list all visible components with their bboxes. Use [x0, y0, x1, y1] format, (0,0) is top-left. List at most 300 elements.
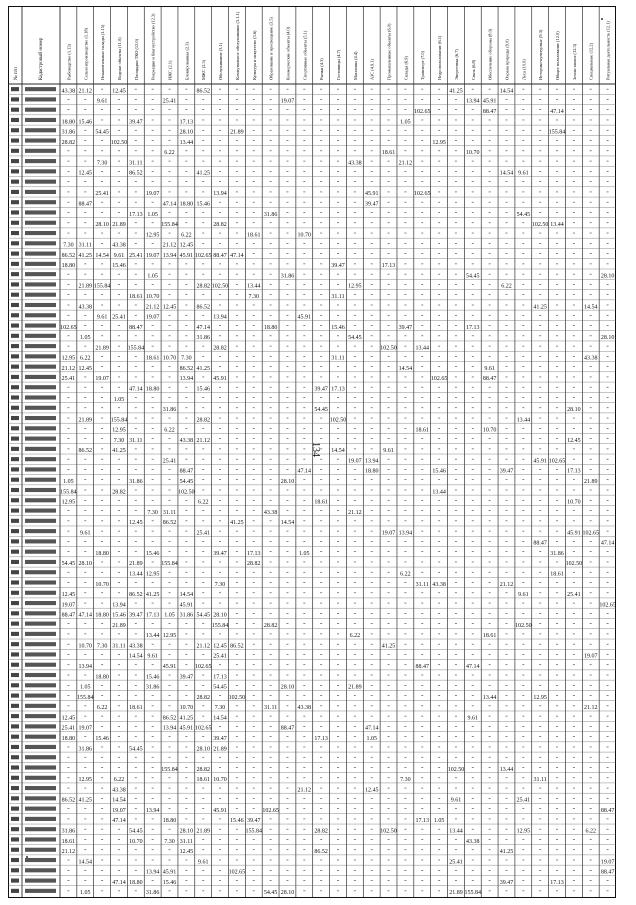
cadastral-mark — [25, 580, 56, 584]
cadastral-mark — [25, 570, 56, 574]
cell-value: 1.05 — [433, 818, 445, 825]
cell-value: 31.86 — [179, 612, 194, 619]
cadastral-mark — [25, 303, 56, 307]
cell-value: 21.89 — [213, 746, 227, 753]
cell-value: 17.13 — [567, 468, 581, 475]
cell-value: 15.46 — [162, 879, 177, 886]
row-number-mark — [11, 848, 19, 852]
cell-value: 102.65 — [548, 458, 566, 465]
cell-value: 14.54 — [95, 252, 109, 259]
cell-value: 19.07 — [145, 191, 160, 198]
cell-value: 28.82 — [61, 139, 76, 146]
cell-value: 1.05 — [147, 273, 158, 280]
cadastral-mark — [25, 241, 56, 245]
cell-value: 6.22 — [164, 150, 175, 157]
cell-value: 1.05 — [80, 684, 91, 691]
cadastral-mark — [25, 683, 56, 687]
row-number-mark — [11, 745, 19, 749]
column-header: Водные объекты (11.0) — [116, 37, 122, 80]
cell-value: 19.07 — [583, 653, 598, 660]
cell-value: 41.25 — [533, 304, 547, 311]
cell-value: 21.89 — [230, 129, 244, 136]
column-header: Магазины (4.4) — [352, 51, 358, 80]
cell-value: 88.47 — [129, 324, 143, 331]
cell-value: 47.14 — [129, 386, 143, 393]
cell-value: 1.05 — [80, 890, 91, 897]
cell-value: 31.11 — [331, 355, 345, 362]
column-header: Общее пользование (12.0) — [555, 31, 561, 80]
row-number-mark — [11, 652, 19, 656]
cadastral-mark — [25, 622, 56, 626]
cell-value: 17.13 — [381, 263, 396, 270]
row-number-mark — [11, 323, 19, 327]
cell-value: 88.47 — [600, 869, 615, 876]
cell-value: 6.22 — [164, 427, 175, 434]
cell-value: 31.11 — [415, 581, 429, 588]
cell-value: 9.61 — [197, 859, 209, 866]
cell-value: 9.61 — [383, 448, 394, 455]
cell-value: 10.70 — [129, 838, 143, 845]
cell-value: 28.10 — [600, 273, 615, 280]
row-number-mark — [11, 509, 19, 513]
cell-value: 13.94 — [364, 458, 379, 465]
cell-value: 17.13 — [314, 735, 328, 742]
cadastral-mark — [25, 858, 56, 862]
cadastral-mark — [25, 632, 56, 636]
cell-value: 21.89 — [95, 345, 109, 352]
cadastral-mark — [25, 180, 56, 184]
cell-value: 102.65 — [262, 807, 279, 814]
row-number-mark — [11, 735, 19, 739]
cell-value: 28.10 — [196, 746, 210, 753]
cell-value: 15.46 — [196, 201, 210, 208]
cell-value: 18.61 — [129, 705, 143, 712]
cadastral-mark — [25, 375, 56, 379]
cell-value: 43.38 — [263, 509, 278, 516]
cell-value: 47.14 — [364, 725, 379, 732]
cell-value: 12.45 — [112, 88, 126, 95]
cell-value: 18.61 — [196, 777, 210, 784]
cadastral-mark — [25, 519, 56, 523]
cell-value: 25.41 — [196, 530, 210, 537]
cell-value: 54.45 — [263, 890, 278, 897]
cadastral-mark — [25, 560, 56, 564]
cell-value: 15.46 — [432, 468, 446, 475]
table-border — [9, 7, 616, 898]
row-number-mark — [11, 591, 19, 595]
column-header: Коммунальное обслуживание (3.1.1) — [234, 11, 240, 80]
cell-value: 9.61 — [80, 530, 91, 537]
cell-value: 21.89 — [78, 417, 93, 424]
row-number-mark — [11, 560, 19, 564]
row-number-mark — [11, 539, 19, 543]
cell-value: 14.54 — [280, 520, 295, 527]
row-number-mark — [11, 714, 19, 718]
column-header: Ритуальная деятельность (12.1) — [605, 21, 611, 80]
cell-value: 10.70 — [466, 150, 480, 157]
row-number-mark — [11, 457, 19, 461]
cell-value: 28.10 — [280, 684, 295, 691]
cell-value: 86.52 — [196, 304, 210, 311]
cell-value: 54.45 — [179, 479, 194, 486]
cadastral-mark — [25, 210, 56, 214]
cell-value: 13.94 — [162, 252, 177, 259]
cell-value: 102.65 — [413, 191, 431, 198]
cell-value: 12.95 — [78, 777, 93, 784]
cell-value: 21.12 — [61, 365, 76, 372]
cell-value: 45.91 — [213, 376, 227, 383]
cell-value: 25.41 — [162, 98, 177, 105]
cell-value: 18.61 — [145, 355, 160, 362]
cell-value: 155.84 — [127, 345, 145, 352]
cadastral-mark — [25, 395, 56, 399]
cell-value: 88.47 — [280, 725, 295, 732]
cell-value: 7.30 — [214, 581, 226, 588]
cell-value: 17.13 — [179, 119, 194, 126]
row-number-mark — [11, 149, 19, 153]
cell-value: 1.05 — [299, 550, 310, 557]
column-header: АЗС (4.9.1) — [369, 59, 375, 80]
cell-value: 19.07 — [280, 98, 295, 105]
row-number-mark — [11, 426, 19, 430]
row-number-mark — [11, 580, 19, 584]
cell-value: 18.80 — [364, 468, 379, 475]
cell-value: 25.41 — [95, 191, 109, 198]
cell-value: 21.89 — [583, 479, 598, 486]
cell-value: 39.47 — [331, 263, 345, 270]
cell-value: 6.22 — [349, 633, 361, 640]
row-number-mark — [11, 622, 19, 626]
cadastral-mark — [25, 138, 56, 142]
cadastral-mark — [25, 416, 56, 420]
cell-value: 13.44 — [516, 417, 531, 424]
column-header: МЖС (2.5) — [201, 59, 207, 80]
cadastral-mark — [25, 365, 56, 369]
cell-value: 45.91 — [179, 252, 194, 259]
cell-value: 102.50 — [531, 222, 549, 229]
row-number-mark — [11, 169, 19, 173]
cell-value: 28.82 — [213, 345, 227, 352]
cell-value: 21.89 — [348, 684, 362, 691]
cell-value: 25.41 — [516, 797, 531, 804]
cell-value: 31.86 — [78, 746, 93, 753]
cell-value: 39.47 — [129, 612, 143, 619]
column-header: Энергетика (6.7) — [453, 49, 459, 80]
cell-value: 21.89 — [129, 561, 143, 568]
cell-value: 54.45 — [348, 335, 362, 342]
cadastral-mark — [25, 190, 56, 194]
cell-value: 39.47 — [213, 735, 227, 742]
cadastral-mark — [25, 252, 56, 256]
cadastral-mark — [25, 426, 56, 430]
cell-value: 41.25 — [179, 715, 194, 722]
cell-value: 31.86 — [550, 550, 564, 557]
cell-value: 39.47 — [314, 386, 328, 393]
column-header: Рынки (4.3) — [319, 58, 325, 80]
cell-value: 86.52 — [129, 592, 143, 599]
cell-value: 54.45 — [466, 273, 480, 280]
cadastral-mark — [25, 704, 56, 708]
cadastral-mark — [25, 837, 56, 841]
cell-value: 86.52 — [162, 520, 177, 527]
cell-value: 31.11 — [533, 777, 547, 784]
cell-value: 102.65 — [194, 252, 212, 259]
cell-value: 39.47 — [179, 674, 194, 681]
column-header: Образование и просвещение (3.5) — [268, 17, 274, 80]
cell-value: 31.86 — [196, 335, 210, 342]
cell-value: 18.80 — [95, 674, 109, 681]
cell-value: 31.11 — [129, 160, 143, 167]
cell-value: 86.52 — [230, 643, 244, 650]
column-header: Леса (10.0) — [521, 59, 527, 80]
cell-value: 31.11 — [112, 643, 126, 650]
cell-value: 88.47 — [179, 468, 194, 475]
cell-value: 102.65 — [194, 725, 212, 732]
cell-value: 21.12 — [196, 643, 210, 650]
cell-value: 155.84 — [161, 222, 178, 229]
cell-value: 6.22 — [181, 232, 192, 239]
cadastral-mark — [25, 498, 56, 502]
cell-value: 41.25 — [230, 520, 244, 527]
cadastral-mark — [25, 796, 56, 800]
cadastral-mark — [25, 108, 56, 112]
cell-value: 86.52 — [314, 849, 328, 856]
cell-value: 12.45 — [61, 592, 76, 599]
cadastral-mark — [25, 406, 56, 410]
cell-value: 7.30 — [181, 355, 192, 362]
row-number-mark — [11, 817, 19, 821]
cell-value: 10.70 — [297, 232, 312, 239]
cell-value: 18.61 — [61, 838, 76, 845]
cell-value: 86.52 — [162, 715, 177, 722]
cell-value: 6.22 — [400, 571, 411, 578]
cell-value: 15.46 — [230, 818, 244, 825]
cadastral-mark — [25, 262, 56, 266]
cadastral-mark — [25, 714, 56, 718]
cell-value: 13.94 — [466, 98, 480, 105]
cell-value: 13.44 — [145, 633, 160, 640]
cell-value: 54.45 — [129, 828, 143, 835]
cadastral-mark — [25, 786, 56, 790]
row-number-mark — [11, 354, 19, 358]
cell-value: 45.91 — [162, 869, 177, 876]
cell-value: 19.07 — [112, 807, 126, 814]
cell-value: 31.11 — [331, 293, 345, 300]
cell-value: 25.41 — [129, 252, 143, 259]
cell-value: 41.25 — [499, 849, 514, 856]
cell-value: 45.91 — [364, 191, 379, 198]
cell-value: 88.47 — [61, 612, 76, 619]
cell-value: 102.50 — [228, 694, 246, 701]
cell-value: 25.41 — [567, 592, 581, 599]
row-number-mark — [11, 858, 19, 862]
cell-value: 47.14 — [78, 612, 93, 619]
cadastral-mark — [25, 457, 56, 461]
column-header: Обслуживание (3.1) — [218, 42, 224, 80]
cadastral-mark — [25, 231, 56, 235]
cell-value: 102.65 — [194, 664, 212, 671]
cell-value: 88.47 — [600, 807, 615, 814]
cell-value: 21.12 — [297, 787, 312, 794]
cadastral-mark — [25, 447, 56, 451]
cell-value: 6.22 — [197, 499, 209, 506]
cell-value: 43.38 — [129, 643, 143, 650]
cadastral-mark — [25, 827, 56, 831]
cell-value: 102.50 — [565, 561, 583, 568]
cadastral-mark — [25, 128, 56, 132]
cell-value: 21.89 — [449, 890, 463, 897]
cell-value: 41.25 — [112, 448, 126, 455]
cell-value: 155.84 — [548, 129, 566, 136]
cell-value: 13.94 — [78, 664, 93, 671]
cadastral-mark — [25, 807, 56, 811]
row-number-mark — [11, 128, 19, 132]
cell-value: 28.10 — [78, 561, 93, 568]
cell-value: 10.70 — [213, 777, 227, 784]
cell-value: 7.30 — [248, 293, 260, 300]
cell-value: 1.05 — [366, 735, 377, 742]
cell-value: 18.61 — [415, 427, 429, 434]
cell-value: 13.44 — [482, 694, 497, 701]
cell-value: 21.12 — [348, 509, 362, 516]
cell-value: 28.82 — [213, 222, 227, 229]
row-number-mark — [11, 303, 19, 307]
cell-value: 18.61 — [247, 232, 261, 239]
row-number-mark — [11, 159, 19, 163]
cadastral-mark — [25, 550, 56, 554]
cadastral-mark — [25, 591, 56, 595]
column-header: Промышленные объекты (6.0) — [386, 23, 392, 80]
row-number-mark — [11, 632, 19, 636]
row-number-mark — [11, 570, 19, 574]
cell-value: 54.45 — [95, 129, 109, 136]
cell-value: 28.10 — [600, 335, 615, 342]
cell-value: 39.47 — [499, 468, 514, 475]
cell-value: 86.52 — [61, 252, 76, 259]
cell-value: 15.46 — [145, 550, 160, 557]
cell-value: 21.12 — [78, 88, 93, 95]
row-number-mark — [11, 704, 19, 708]
cell-value: 18.80 — [61, 735, 76, 742]
row-number-mark — [11, 180, 19, 184]
cell-value: 12.45 — [364, 787, 379, 794]
cell-value: 31.86 — [145, 890, 160, 897]
row-number-mark — [11, 108, 19, 112]
cell-value: 31.11 — [179, 838, 194, 845]
cadastral-mark — [25, 868, 56, 872]
cadastral-mark — [25, 724, 56, 728]
column-header: ИЖС (2.1) — [167, 60, 173, 80]
cell-value: 7.30 — [214, 705, 226, 712]
row-number-mark — [11, 488, 19, 492]
cadastral-mark — [25, 272, 56, 276]
row-number-mark — [11, 385, 19, 389]
row-number-mark — [11, 467, 19, 471]
cell-value: 31.11 — [263, 705, 278, 712]
cell-value: 12.95 — [61, 499, 76, 506]
cell-value: 102.50 — [380, 828, 397, 835]
cell-value: 18.80 — [263, 324, 278, 331]
cell-value: 25.41 — [61, 725, 76, 732]
cadastral-mark — [25, 221, 56, 225]
cell-value: 12.45 — [179, 849, 194, 856]
row-number-mark — [11, 827, 19, 831]
cadastral-mark — [25, 611, 56, 615]
cell-value: 13.94 — [213, 191, 227, 198]
cell-value: 88.47 — [78, 201, 93, 208]
cadastral-mark — [25, 735, 56, 739]
cell-value: 47.14 — [230, 252, 244, 259]
row-number-mark — [11, 252, 19, 256]
cell-value: 45.91 — [213, 807, 227, 814]
cell-value: 28.82 — [112, 489, 126, 496]
cell-value: 13.94 — [112, 602, 126, 609]
cell-value: 17.13 — [129, 211, 143, 218]
cell-value: 1.05 — [113, 396, 125, 403]
cell-value: 9.61 — [113, 252, 125, 259]
cell-value: 10.70 — [78, 643, 93, 650]
cell-value: 13.94 — [145, 869, 160, 876]
column-header: Коммерческие объекты (4.0) — [285, 26, 291, 80]
column-header: Спортивные объекты (5.1) — [302, 30, 308, 80]
cell-value: 102.50 — [211, 283, 229, 290]
cell-value: 7.30 — [164, 838, 175, 845]
cell-value: 31.86 — [129, 479, 143, 486]
cell-value: 18.61 — [129, 293, 143, 300]
row-number-mark — [11, 807, 19, 811]
cell-value: 47.14 — [550, 108, 564, 115]
cell-value: 31.86 — [280, 273, 295, 280]
cadastral-mark — [25, 889, 56, 893]
cell-value: 7.30 — [113, 437, 125, 444]
cell-value: 19.07 — [145, 314, 160, 321]
cell-value: 13.44 — [415, 345, 429, 352]
cadastral-mark — [25, 776, 56, 780]
cell-value: 13.44 — [129, 571, 143, 578]
cell-value: 12.95 — [145, 571, 160, 578]
row-number-mark — [11, 786, 19, 790]
cell-value: 1.05 — [147, 211, 158, 218]
cell-value: 12.95 — [61, 355, 76, 362]
cell-value: 39.47 — [364, 201, 379, 208]
cell-value: 102.50 — [329, 417, 347, 424]
cadastral-mark — [25, 293, 56, 297]
cell-value: 21.12 — [499, 581, 514, 588]
column-header: Рекреация и благоустройство (12.3) — [150, 13, 156, 80]
cell-value: 6.22 — [585, 828, 596, 835]
cell-value: 41.25 — [381, 643, 396, 650]
cell-value: 15.46 — [112, 263, 126, 270]
cell-value: 14.54 — [499, 170, 514, 177]
row-number-mark — [11, 765, 19, 769]
row-number-mark — [11, 221, 19, 225]
cell-value: 155.84 — [161, 561, 178, 568]
row-number-mark — [11, 868, 19, 872]
cadastral-mark — [25, 159, 56, 163]
cell-value: 47.14 — [162, 201, 177, 208]
row-number-mark — [11, 694, 19, 698]
cell-value: 41.25 — [196, 365, 210, 372]
cell-value: 17.13 — [331, 386, 345, 393]
cadastral-mark — [25, 87, 56, 91]
column-header: Площадки ТКО (12.0) — [133, 38, 139, 80]
cell-value: 18.61 — [314, 499, 328, 506]
cadastral-mark — [25, 673, 56, 677]
row-number-mark — [11, 478, 19, 482]
cell-value: 43.38 — [179, 437, 194, 444]
cell-value: 13.44 — [550, 222, 564, 229]
cell-value: 12.45 — [213, 643, 227, 650]
